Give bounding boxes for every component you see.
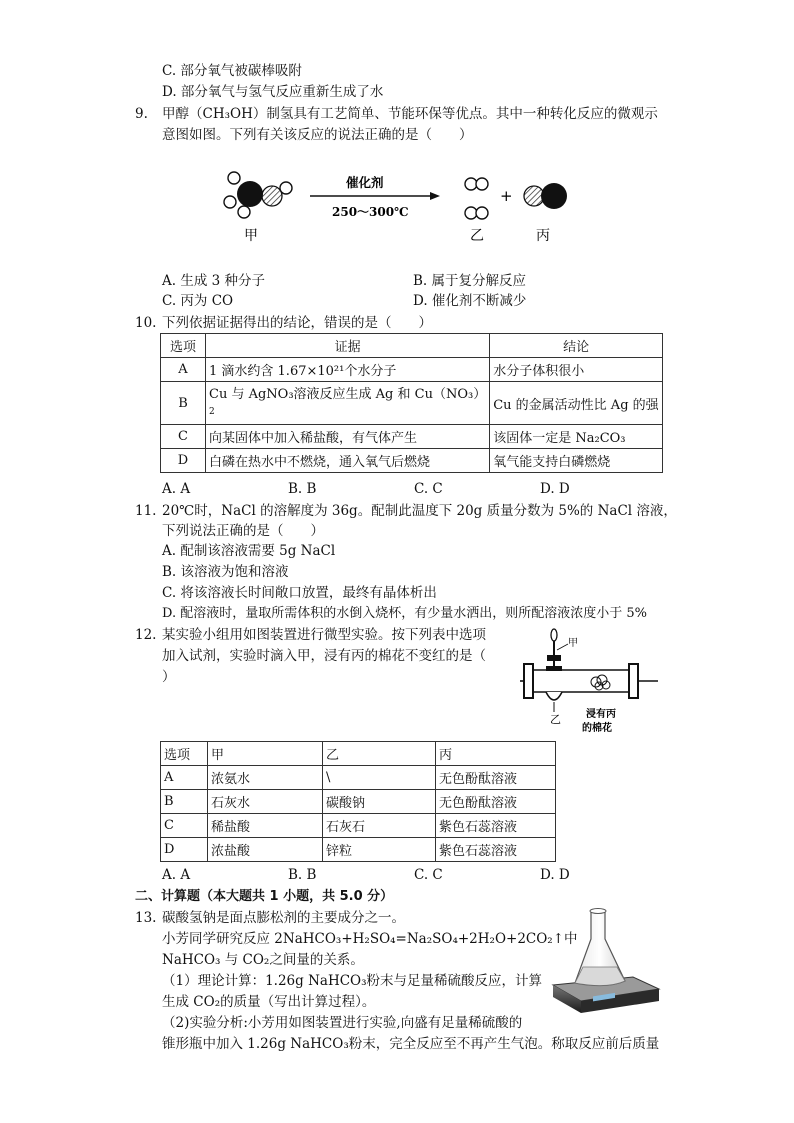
- table-cell: 碳酸钠: [323, 790, 436, 814]
- table-row: [161, 382, 663, 425]
- table-header-cell: 丙: [436, 742, 556, 766]
- erlenmeyer-flask-icon: [575, 909, 625, 986]
- q9-stem-line1: 甲醇（CH₃OH）制氢具有工艺简单、节能环保等优点。其中一种转化反应的微观示: [162, 106, 658, 122]
- table-cell: 锌粒: [323, 838, 436, 862]
- q12-label-jia: 甲: [568, 638, 578, 649]
- q12-answer-c: C. C: [414, 867, 443, 883]
- table-row: [161, 766, 556, 790]
- q10-answer-d: D. D: [540, 481, 570, 497]
- q13-line2: 小芳同学研究反应 2NaHCO₃+H₂SO₄=Na₂SO₄+2H₂O+2CO₂↑中: [162, 931, 578, 947]
- table-row: [161, 790, 556, 814]
- table-header-row: [161, 334, 663, 358]
- table-cell: 1 滴水约含 1.67×10²¹个水分子: [206, 358, 490, 382]
- q9-label-bing: 丙: [536, 228, 550, 244]
- table-cell: 紫色石蕊溶液: [436, 814, 556, 838]
- q9-plus-sign: +: [500, 187, 513, 205]
- q10-answer-c: C. C: [414, 481, 443, 497]
- q11-option-b: B. 该溶液为饱和溶液: [162, 564, 289, 580]
- q12-stem-line3: ）: [162, 669, 176, 685]
- table-header-cell: 证据: [206, 334, 490, 358]
- q9-reaction-diagram: [220, 165, 580, 255]
- q9-option-a: A. 生成 3 种分子: [162, 273, 266, 289]
- methanol-molecule-icon: [224, 172, 292, 218]
- q13-line3: NaHCO₃ 与 CO₂之间量的关系。: [162, 952, 364, 968]
- table-cell: 白磷在热水中不燃烧，通入氧气后燃烧: [206, 449, 490, 473]
- q9-stem-line2: 意图如图。下列有关该反应的说法正确的是（ ）: [162, 127, 473, 143]
- q10-table: [160, 333, 663, 473]
- q12-stem-line1: 某实验小组用如图装置进行微型实验。按下列表中选项: [162, 627, 486, 643]
- q13-line7: 锥形瓶中加入 1.26g NaHCO₃粉末，完全反应至不再产生气泡。称取反应前后质量: [162, 1036, 660, 1052]
- table-cell: 紫色石蕊溶液: [436, 838, 556, 862]
- table-row: [161, 814, 556, 838]
- table-cell: 向某固体中加入稀盐酸，有气体产生: [206, 425, 490, 449]
- q13-line1: 碳酸氢钠是面点膨松剂的主要成分之一。: [162, 910, 405, 926]
- q13-line6: （2)实验分析:小芳用如图装置进行实验,向盛有足量稀硫酸的: [162, 1015, 523, 1031]
- q11-option-c: C. 将该溶液长时间敞口放置，最终有晶体析出: [162, 585, 437, 601]
- table-row: [161, 838, 556, 862]
- table-header-cell: 乙: [323, 742, 436, 766]
- q9-option-c: C. 丙为 CO: [162, 293, 234, 309]
- table-cell: \: [323, 766, 436, 790]
- table-cell: 该固体一定是 Na₂CO₃: [490, 425, 663, 449]
- q12-label-soaked: 浸有丙: [586, 709, 616, 720]
- table-header-row: [161, 742, 556, 766]
- q12-number: 12.: [135, 627, 157, 643]
- table-cell: C: [161, 425, 206, 449]
- table-cell-text: Cu 与 AgNO₃溶液反应生成 Ag 和 Cu（NO₃）: [209, 386, 487, 402]
- q11-option-d: D. 配溶液时，量取所需体积的水倒入烧杯，有少量水洒出，则所配溶液浓度小于 5%: [162, 606, 647, 621]
- table-cell: 无色酚酞溶液: [436, 766, 556, 790]
- table-header-cell: 选项: [161, 334, 206, 358]
- table-cell: 稀盐酸: [208, 814, 323, 838]
- q9-option-b: B. 属于复分解反应: [413, 273, 527, 289]
- reaction-tube-icon: [520, 664, 658, 712]
- section-heading: 二、计算题（本大题共 1 小题，共 5.0 分）: [135, 889, 394, 904]
- table-row: [161, 449, 663, 473]
- q9-option-d: D. 催化剂不断减少: [413, 293, 527, 309]
- table-cell: D: [161, 449, 206, 473]
- table-header-cell: 甲: [208, 742, 323, 766]
- table-cell: 浓氨水: [208, 766, 323, 790]
- q12-table: [160, 741, 556, 862]
- table-cell: D: [161, 838, 208, 862]
- q13-balance-figure: [545, 905, 665, 1017]
- table-cell: B: [161, 382, 206, 425]
- q9-number: 9.: [135, 106, 148, 122]
- q11-number: 11.: [135, 503, 157, 519]
- table-cell: 浓盐酸: [208, 838, 323, 862]
- hydrogen-molecule-icon: [465, 178, 488, 219]
- q8-option-d: D. 部分氧气与氢气反应重新生成了水: [162, 84, 384, 100]
- q9-label-yi: 乙: [470, 228, 484, 244]
- q11-stem-line1: 20℃时，NaCl 的溶解度为 36g。配制此温度下 20g 质量分数为 5%的 NaCl 溶液，: [162, 503, 677, 519]
- q9-catalyst-label: 催化剂: [346, 175, 384, 190]
- q11-stem-line2: 下列说法正确的是（ ）: [162, 523, 324, 539]
- q13-line5: 生成 CO₂的质量（写出计算过程）。: [162, 994, 376, 1010]
- table-cell: [206, 382, 490, 425]
- q12-label-yi: 乙: [550, 713, 561, 726]
- table-row: [161, 425, 663, 449]
- q12-stem-line2: 加入试剂，实验时滴入甲，浸有丙的棉花不变红的是（: [162, 648, 486, 664]
- q8-option-c: C. 部分氧气被碳棒吸附: [162, 63, 302, 79]
- table-header-cell: 选项: [161, 742, 208, 766]
- q12-apparatus-figure: [520, 622, 665, 740]
- table-cell: 石灰石: [323, 814, 436, 838]
- q12-answer-a: A. A: [162, 867, 191, 883]
- table-cell: C: [161, 814, 208, 838]
- table-cell: 水分子体积很小: [490, 358, 663, 382]
- q13-line4: （1）理论计算：1.26g NaHCO₃粉末与足量稀硫酸反应，计算: [162, 973, 543, 989]
- q10-number: 10.: [135, 315, 157, 331]
- q10-answer-b: B. B: [288, 481, 317, 497]
- table-cell: B: [161, 790, 208, 814]
- q12-answer-b: B. B: [288, 867, 317, 883]
- table-cell: A: [161, 766, 208, 790]
- q12-answer-d: D. D: [540, 867, 570, 883]
- table-row: [161, 358, 663, 382]
- q11-option-a: A. 配制该溶液需要 5g NaCl: [162, 543, 336, 559]
- q10-answer-a: A. A: [162, 481, 191, 497]
- co-molecule-icon: [524, 183, 567, 209]
- q9-temperature-label: 250～300℃: [332, 205, 409, 219]
- reaction-arrow-head-icon: [430, 192, 440, 200]
- q13-number: 13.: [135, 910, 157, 926]
- table-header-cell: 结论: [490, 334, 663, 358]
- q12-label-cotton: 的棉花: [582, 723, 612, 734]
- q9-label-jia: 甲: [244, 228, 258, 244]
- dropper-icon: [547, 629, 561, 668]
- table-cell: Cu 的金属活动性比 Ag 的强: [490, 382, 663, 425]
- table-cell: A: [161, 358, 206, 382]
- table-cell: 氧气能支持白磷燃烧: [490, 449, 663, 473]
- table-cell: 石灰水: [208, 790, 323, 814]
- q10-stem: 下列依据证据得出的结论，错误的是（ ）: [162, 315, 432, 331]
- table-cell: 无色酚酞溶液: [436, 790, 556, 814]
- table-cell-subscript: 2: [209, 406, 215, 417]
